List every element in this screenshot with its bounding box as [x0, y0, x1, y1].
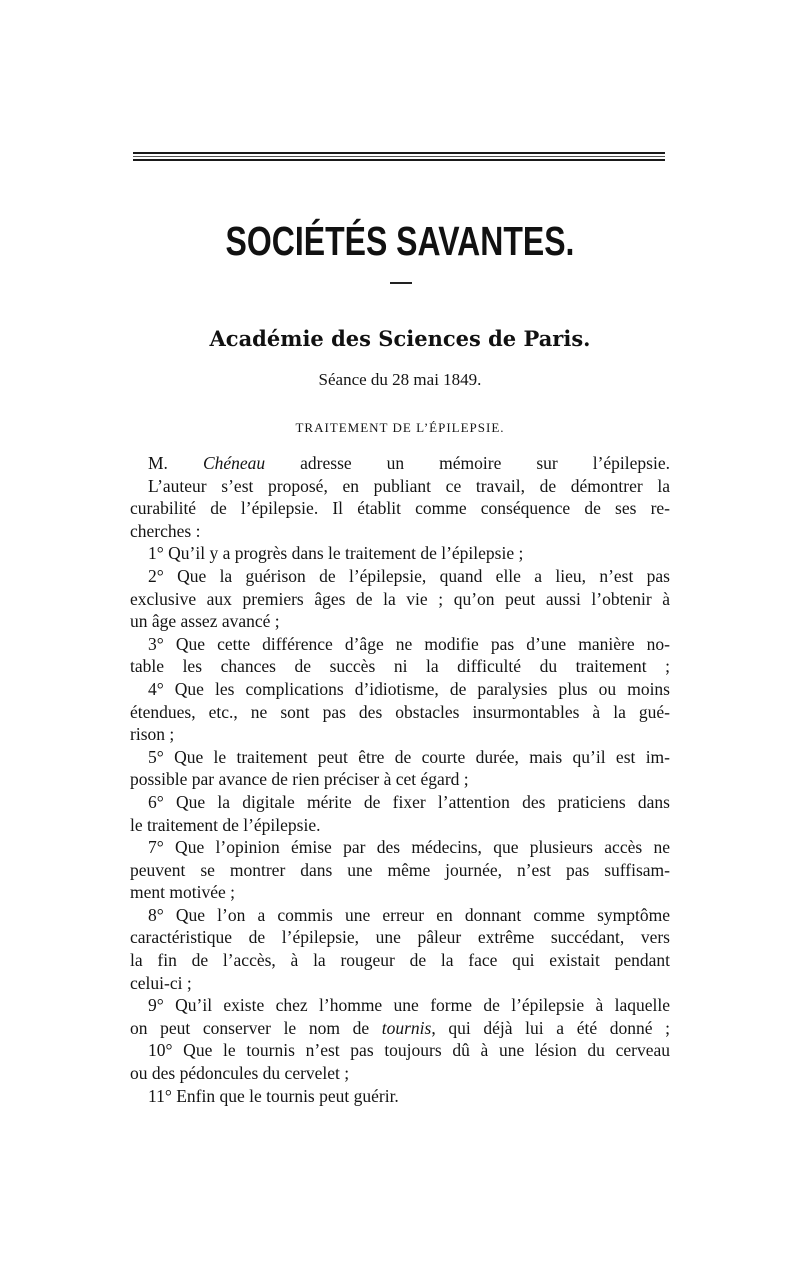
body-line: celui-ci ; [130, 972, 192, 993]
body-line: 5° Que le traitement peut être de courte durée, mais qu’il est im- [148, 746, 670, 767]
body-line [130, 452, 670, 475]
body-line: 8° Que l’on a commis une erreur en donnant comme symptôme [148, 904, 670, 925]
subject-heading: TRAITEMENT DE L’ÉPILEPSIE. [295, 420, 505, 435]
body-line: ment motivée ; [130, 882, 235, 903]
body-line: le traitement de l’épilepsie. [130, 814, 321, 835]
body-line: curabilité de l’épilepsie. Il établit comme conséquence de ses re- [130, 498, 670, 519]
italic-term: tournis [381, 1017, 432, 1038]
line-text: adresse un mémoire sur l’épilepsie. [265, 453, 670, 473]
body-line: rison ; [130, 724, 175, 745]
body-line: 3° Que cette différence d’âge ne modifie pas d’une manière no- [148, 633, 670, 654]
body-line: caractéristique de l’épilepsie, une pâleur extrême succédant, vers [130, 927, 670, 948]
line-text: , qui déjà lui a été donné ; [431, 1017, 670, 1038]
title-dash-divider [390, 282, 412, 284]
top-rule-bottom [133, 159, 665, 161]
body-line: table les chances de succès ni la difficulté du traitement ; [130, 656, 670, 677]
line-text: 9° Qu’il existe chez l’homme une forme de l’épilepsie à laquelle [148, 995, 670, 1016]
body-line: 7° Que l’opinion émise par des médecins, que plusieurs accès ne [148, 837, 670, 858]
body-line: peuvent se montrer dans une même journée, n’est pas suffisam- [130, 859, 670, 880]
body-line: un âge assez avancé ; [130, 611, 280, 632]
body-line: 6° Que la digitale mérite de fixer l’attention des praticiens dans [148, 791, 670, 812]
body-line: 2° Que la guérison de l’épilepsie, quand elle a lieu, n’est pas [148, 565, 670, 586]
article-body [130, 452, 670, 1107]
body-line: étendues, etc., ne sont pas des obstacles insurmontables à la gué- [130, 701, 670, 722]
line-prefix: M. [148, 453, 203, 473]
session-date: Séance du 28 mai 1849. [318, 370, 482, 389]
body-line: 11° Enfin que le tournis peut guérir. [148, 1085, 399, 1106]
body-line: possible par avance de rien préciser à cet égard ; [130, 769, 469, 790]
body-line [130, 1017, 670, 1040]
body-line: L’auteur s’est proposé, en publiant ce travail, de démontrer la [148, 475, 670, 496]
body-line: exclusive aux premiers âges de la vie ; qu’on peut aussi l’obtenir à [130, 588, 670, 609]
body-line [130, 994, 670, 1017]
body-line: 1° Qu’il y a progrès dans le traitement de l’épilepsie ; [148, 543, 524, 564]
top-rule-thick [133, 152, 665, 154]
body-line: la fin de l’accès, à la rougeur de la face qui existait pendant [130, 950, 670, 971]
body-line: 10° Que le tournis n’est pas toujours dû à une lésion du cerveau [148, 1040, 670, 1061]
top-rule-thin [133, 156, 665, 157]
author-name: Chéneau [202, 453, 266, 473]
line-prefix: on peut conserver le nom de [130, 1017, 382, 1038]
body-line: cherches : [130, 520, 201, 541]
section-title: SOCIÉTÉS SAVANTES. [225, 218, 575, 264]
body-line: 4° Que les complications d’idiotisme, de paralysies plus ou moins [148, 678, 670, 699]
body-line: ou des pédoncules du cervelet ; [130, 1063, 350, 1084]
academy-heading: Académie des Sciences de Paris. [209, 326, 591, 351]
